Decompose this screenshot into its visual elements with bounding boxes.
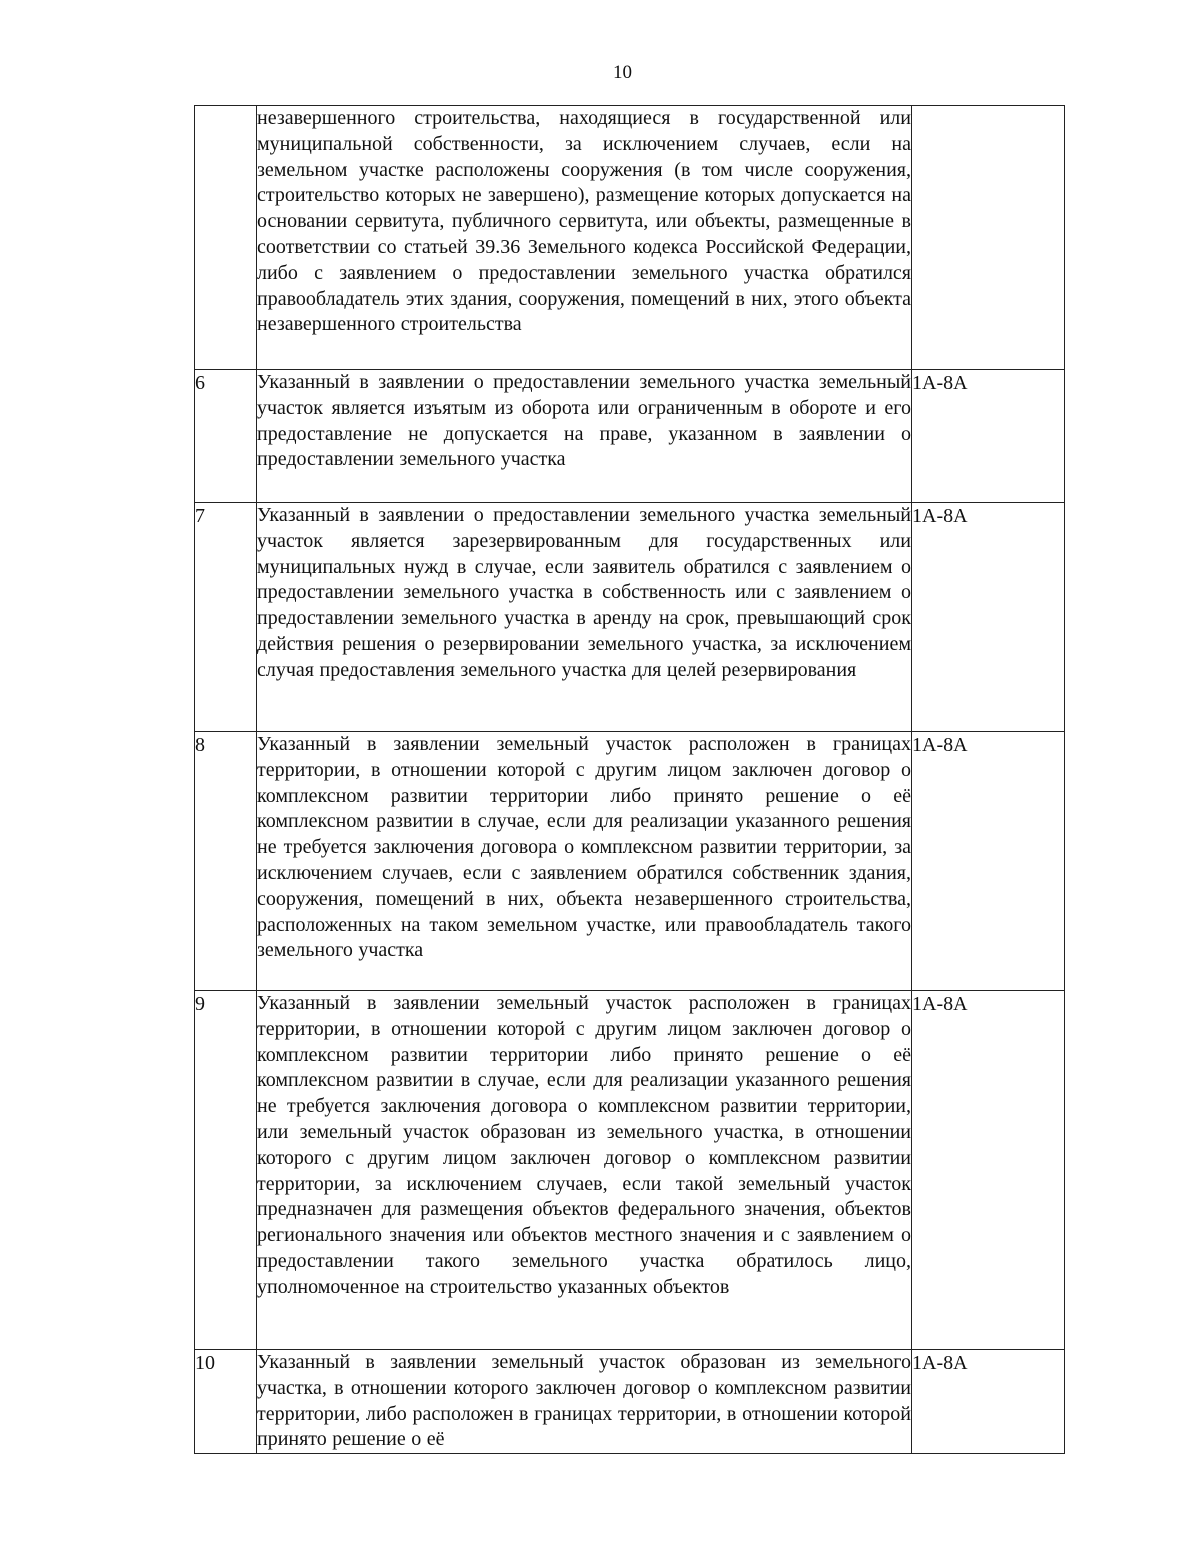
row-number: 9 bbox=[195, 991, 257, 1350]
row-text: Указанный в заявлении о предоставлении земельного участка земельный участок является зарезервированным для государственных или муниципальных нужд в случае, если заявитель обратился с заявлением о предоставлении земельного участка в собственность или с заявлением о предоставлении земельного участка в аренду на срок, превышающий срок действия решения о резервировании земельного участка, за исключением случая предоставления земельного участка для целей резервирования bbox=[257, 503, 912, 732]
row-code bbox=[912, 106, 1065, 370]
page-number: 10 bbox=[613, 62, 632, 83]
row-number: 7 bbox=[195, 503, 257, 732]
row-text: Указанный в заявлении земельный участок образован из земельного участка, в отношении которого заключен договор о комплексном развитии территории, либо расположен в границах территории, в отношении которой принято решение о её bbox=[257, 1350, 912, 1454]
row-text: Указанный в заявлении земельный участок расположен в границах территории, в отношении которой с другим лицом заключен договор о комплексном развитии территории либо принято решение о её комплексном развитии в случае, если для реализации указанного решения не требуется заключения договора о комплексном развитии территории, или земельный участок образован из земельного участка, в отношении которого с другим лицом заключен договор о комплексном развитии территории, за исключением случаев, если такой земельный участок предназначен для размещения объектов федерального значения, объектов регионального значения или объектов местного значения и с заявлением о предоставлении такого земельного участка обратилось лицо, уполномоченное на строительство указанных объектов bbox=[257, 991, 912, 1350]
row-code: 1А-8А bbox=[912, 503, 1065, 732]
row-number: 10 bbox=[195, 1350, 257, 1454]
row-code: 1А-8А bbox=[912, 732, 1065, 991]
table-row bbox=[195, 732, 1065, 991]
row-number: 6 bbox=[195, 370, 257, 503]
table-row bbox=[195, 370, 1065, 503]
row-number: 8 bbox=[195, 732, 257, 991]
grounds-table bbox=[194, 105, 1065, 1454]
row-number bbox=[195, 106, 257, 370]
table-row bbox=[195, 991, 1065, 1350]
row-code: 1А-8А bbox=[912, 370, 1065, 503]
table-row bbox=[195, 106, 1065, 370]
row-code: 1А-8А bbox=[912, 1350, 1065, 1454]
table-row bbox=[195, 503, 1065, 732]
row-text: незавершенного строительства, находящиеся в государственной или муниципальной собственности, за исключением случаев, если на земельном участке расположены сооружения (в том числе сооружения, строительство которых не завершено), размещение которых допускается на основании сервитута, публичного сервитута, или объекты, размещенные в соответствии со статьей 39.36 Земельного кодекса Российской Федерации, либо с заявлением о предоставлении земельного участка обратился правообладатель этих здания, сооружения, помещений в них, этого объекта незавершенного строительства bbox=[257, 106, 912, 370]
row-text: Указанный в заявлении о предоставлении земельного участка земельный участок является изъятым из оборота или ограниченным в обороте и его предоставление не допускается на праве, указанном в заявлении о предоставлении земельного участка bbox=[257, 370, 912, 503]
table-row bbox=[195, 1350, 1065, 1454]
row-text: Указанный в заявлении земельный участок расположен в границах территории, в отношении которой с другим лицом заключен договор о комплексном развитии территории либо принято решение о её комплексном развитии в случае, если для реализации указанного решения не требуется заключения договора о комплексном развитии территории, за исключением случаев, если с заявлением обратился собственник здания, сооружения, помещений в них, объекта незавершенного строительства, расположенных на таком земельном участке, или правообладатель такого земельного участка bbox=[257, 732, 912, 991]
row-code: 1А-8А bbox=[912, 991, 1065, 1350]
